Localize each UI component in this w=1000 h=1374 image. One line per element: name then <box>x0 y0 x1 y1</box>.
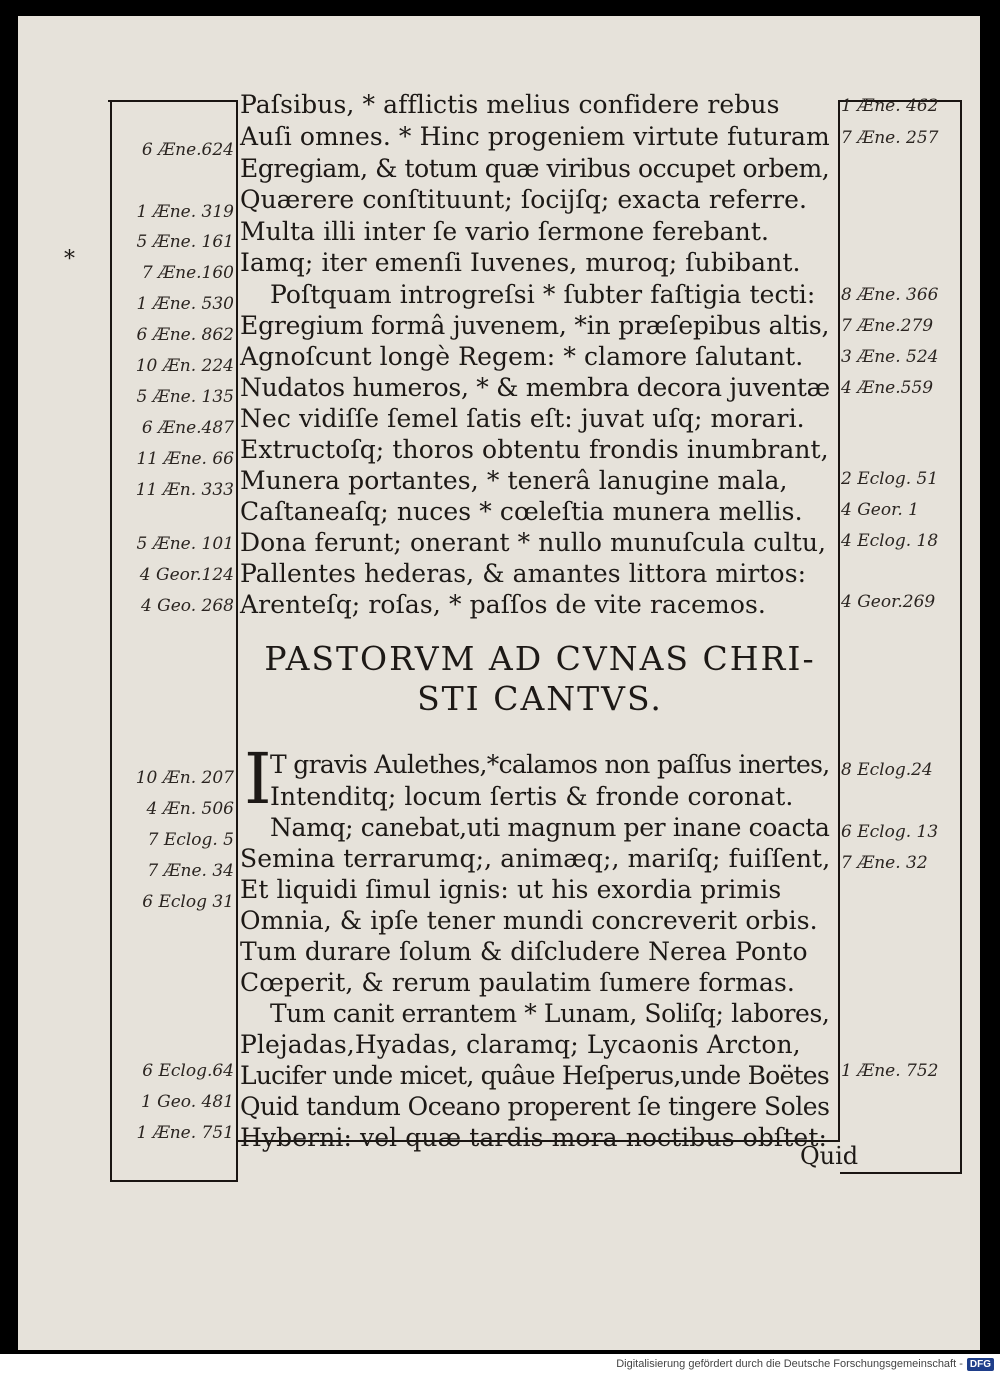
text-line: Hyberni: vel quæ tardis mora noctibus obſtet: <box>240 1123 827 1152</box>
margin-note: 7 Æne.279 <box>841 316 934 336</box>
text-line: Caſtaneaſq; nuces * cœleſtia munera mellis. <box>240 497 803 526</box>
text-line: Dona ferunt; onerant * nullo munuſcula cultu, <box>240 528 827 557</box>
text-line: Plejadas,Hyadas, claramq; Lycaonis Arcton, <box>240 1030 801 1059</box>
margin-note: 1 Æne. 752 <box>841 1061 939 1081</box>
margin-note: 10 Æn. 224 <box>135 356 234 376</box>
text-line: Arenteſq; roſas, * paſſos de vite racemos. <box>240 590 766 619</box>
margin-note: 6 Æne. 862 <box>136 325 234 345</box>
text-line: Egregiam, & totum quæ viribus occupet orbem, <box>240 154 830 183</box>
text-line: Quid tandum Oceano properent ſe tingere Soles <box>240 1092 830 1121</box>
text-line: Omnia, & ipſe tener mundi concreverit orbis. <box>240 906 818 935</box>
text-line: Munera portantes, * tenerâ lanugine mala, <box>240 466 788 495</box>
margin-note: 1 Æne. 319 <box>136 202 234 222</box>
margin-note: 4 Geo. 268 <box>140 596 234 616</box>
text-line: Poſtquam introgreſsi * ſubter faſtigia tecti: <box>270 280 816 309</box>
text-line: Egregium formâ juvenem, *in præſepibus altis, <box>240 311 830 340</box>
margin-note: 6 Æne.624 <box>141 140 234 160</box>
text-line: Nec vidiſſe ſemel ſatis eſt: juvat uſq; morari. <box>240 404 805 433</box>
margin-note: 7 Æne. 32 <box>841 853 928 873</box>
margin-note: 4 Æn. 506 <box>146 799 234 819</box>
text-line: Semina terrarumq;, animæq;, mariſq; fuiſſent, <box>240 844 831 873</box>
margin-note: 8 Eclog.24 <box>841 760 933 780</box>
margin-note: 6 Æne.487 <box>141 418 234 438</box>
margin-note: 11 Æne. 66 <box>136 449 234 469</box>
margin-mark: * <box>64 247 75 272</box>
margin-note: 10 Æn. 207 <box>135 768 234 788</box>
text-line: Extructoſq; thoros obtentu frondis inumbrant, <box>240 435 829 464</box>
right-rule-outer <box>960 100 962 1174</box>
margin-note: 5 Æne. 135 <box>136 387 234 407</box>
margin-note: 4 Geor. 1 <box>841 500 919 520</box>
left-rule-outer <box>110 100 112 1182</box>
left-rule-inner <box>236 100 238 1182</box>
margin-note: 4 Æne.559 <box>841 378 934 398</box>
text-line: Et liquidi ſimul ignis: ut his exordia primis <box>240 875 782 904</box>
text-line: Quærere conſtituunt; ſocijſq; exacta referre. <box>240 185 808 214</box>
text-line: T gravis Aulethes,*calamos non paſſus inertes, <box>270 750 830 779</box>
text-line: Namq; canebat,uti magnum per inane coacta <box>270 813 830 842</box>
margin-note: 4 Geor.269 <box>841 592 936 612</box>
text-line: Tum canit errantem * Lunam, Soliſq; labores, <box>270 999 830 1028</box>
margin-note: 1 Æne. 751 <box>136 1123 234 1143</box>
heading-line-1: PASTORVM AD CVNAS CHRI- <box>264 639 816 678</box>
right-rule-inner <box>838 100 840 1140</box>
margin-note: 7 Æne.160 <box>141 263 234 283</box>
margin-note: 3 Æne. 524 <box>841 347 939 367</box>
margin-note: 4 Geor.124 <box>139 565 234 585</box>
footer-credit-bar <box>0 1354 1000 1374</box>
heading-line-2: STI CANTVS. <box>417 679 663 718</box>
text-line: Cœperit, & rerum paulatim ſumere formas. <box>240 968 795 997</box>
margin-note: 5 Æne. 101 <box>136 534 234 554</box>
dfg-logo: DFG <box>967 1358 994 1371</box>
drop-cap: I <box>244 738 272 820</box>
text-line: Nudatos humeros, * & membra decora juventæ <box>240 373 830 402</box>
margin-note: 11 Æn. 333 <box>135 480 234 500</box>
text-line: Paſsibus, * afflictis melius confidere rebus <box>240 90 780 119</box>
text-line: Intenditq; locum ſertis & fronde coronat. <box>270 782 794 811</box>
margin-note: 5 Æne. 161 <box>136 232 234 252</box>
margin-note: 4 Eclog. 18 <box>841 531 939 551</box>
text-line: Iamq; iter emenſi Iuvenes, muroq; ſubibant. <box>240 248 801 277</box>
text-line: Pallentes hederas, & amantes littora mirtos: <box>240 559 807 588</box>
margin-note: 7 Æne. 34 <box>147 861 234 881</box>
margin-note: 7 Eclog. 5 <box>147 830 234 850</box>
bottom-rule-left <box>110 1180 238 1182</box>
margin-note: 7 Æne. 257 <box>841 128 939 148</box>
bottom-rule-right <box>840 1172 962 1174</box>
top-rule <box>108 100 236 102</box>
text-line: Tum durare ſolum & diſcludere Nerea Ponto <box>240 937 808 966</box>
margin-note: 6 Eclog 31 <box>142 892 234 912</box>
text-line: Multa illi inter ſe vario ſermone ferebant. <box>240 217 770 246</box>
margin-note: 1 Geo. 481 <box>140 1092 234 1112</box>
margin-note: 6 Eclog. 13 <box>841 822 939 842</box>
text-line: Auſi omnes. * Hinc progeniem virtute futuram <box>240 122 830 151</box>
margin-note: 1 Æne. 530 <box>136 294 234 314</box>
text-line: Lucifer unde micet, quâue Heſperus,unde Boëtes <box>240 1061 829 1090</box>
text-line: Agnoſcunt longè Regem: * clamore ſalutant. <box>240 342 804 371</box>
margin-note: 2 Eclog. 51 <box>841 469 939 489</box>
catchword: Quid <box>800 1142 859 1170</box>
footer-credit: Digitalisierung gefördert durch die Deutsche Forschungsgemeinschaft - <box>616 1358 963 1370</box>
margin-note: 6 Eclog.64 <box>142 1061 234 1081</box>
margin-note: 8 Æne. 366 <box>841 285 939 305</box>
margin-note: 1 Æne. 462 <box>841 96 939 116</box>
